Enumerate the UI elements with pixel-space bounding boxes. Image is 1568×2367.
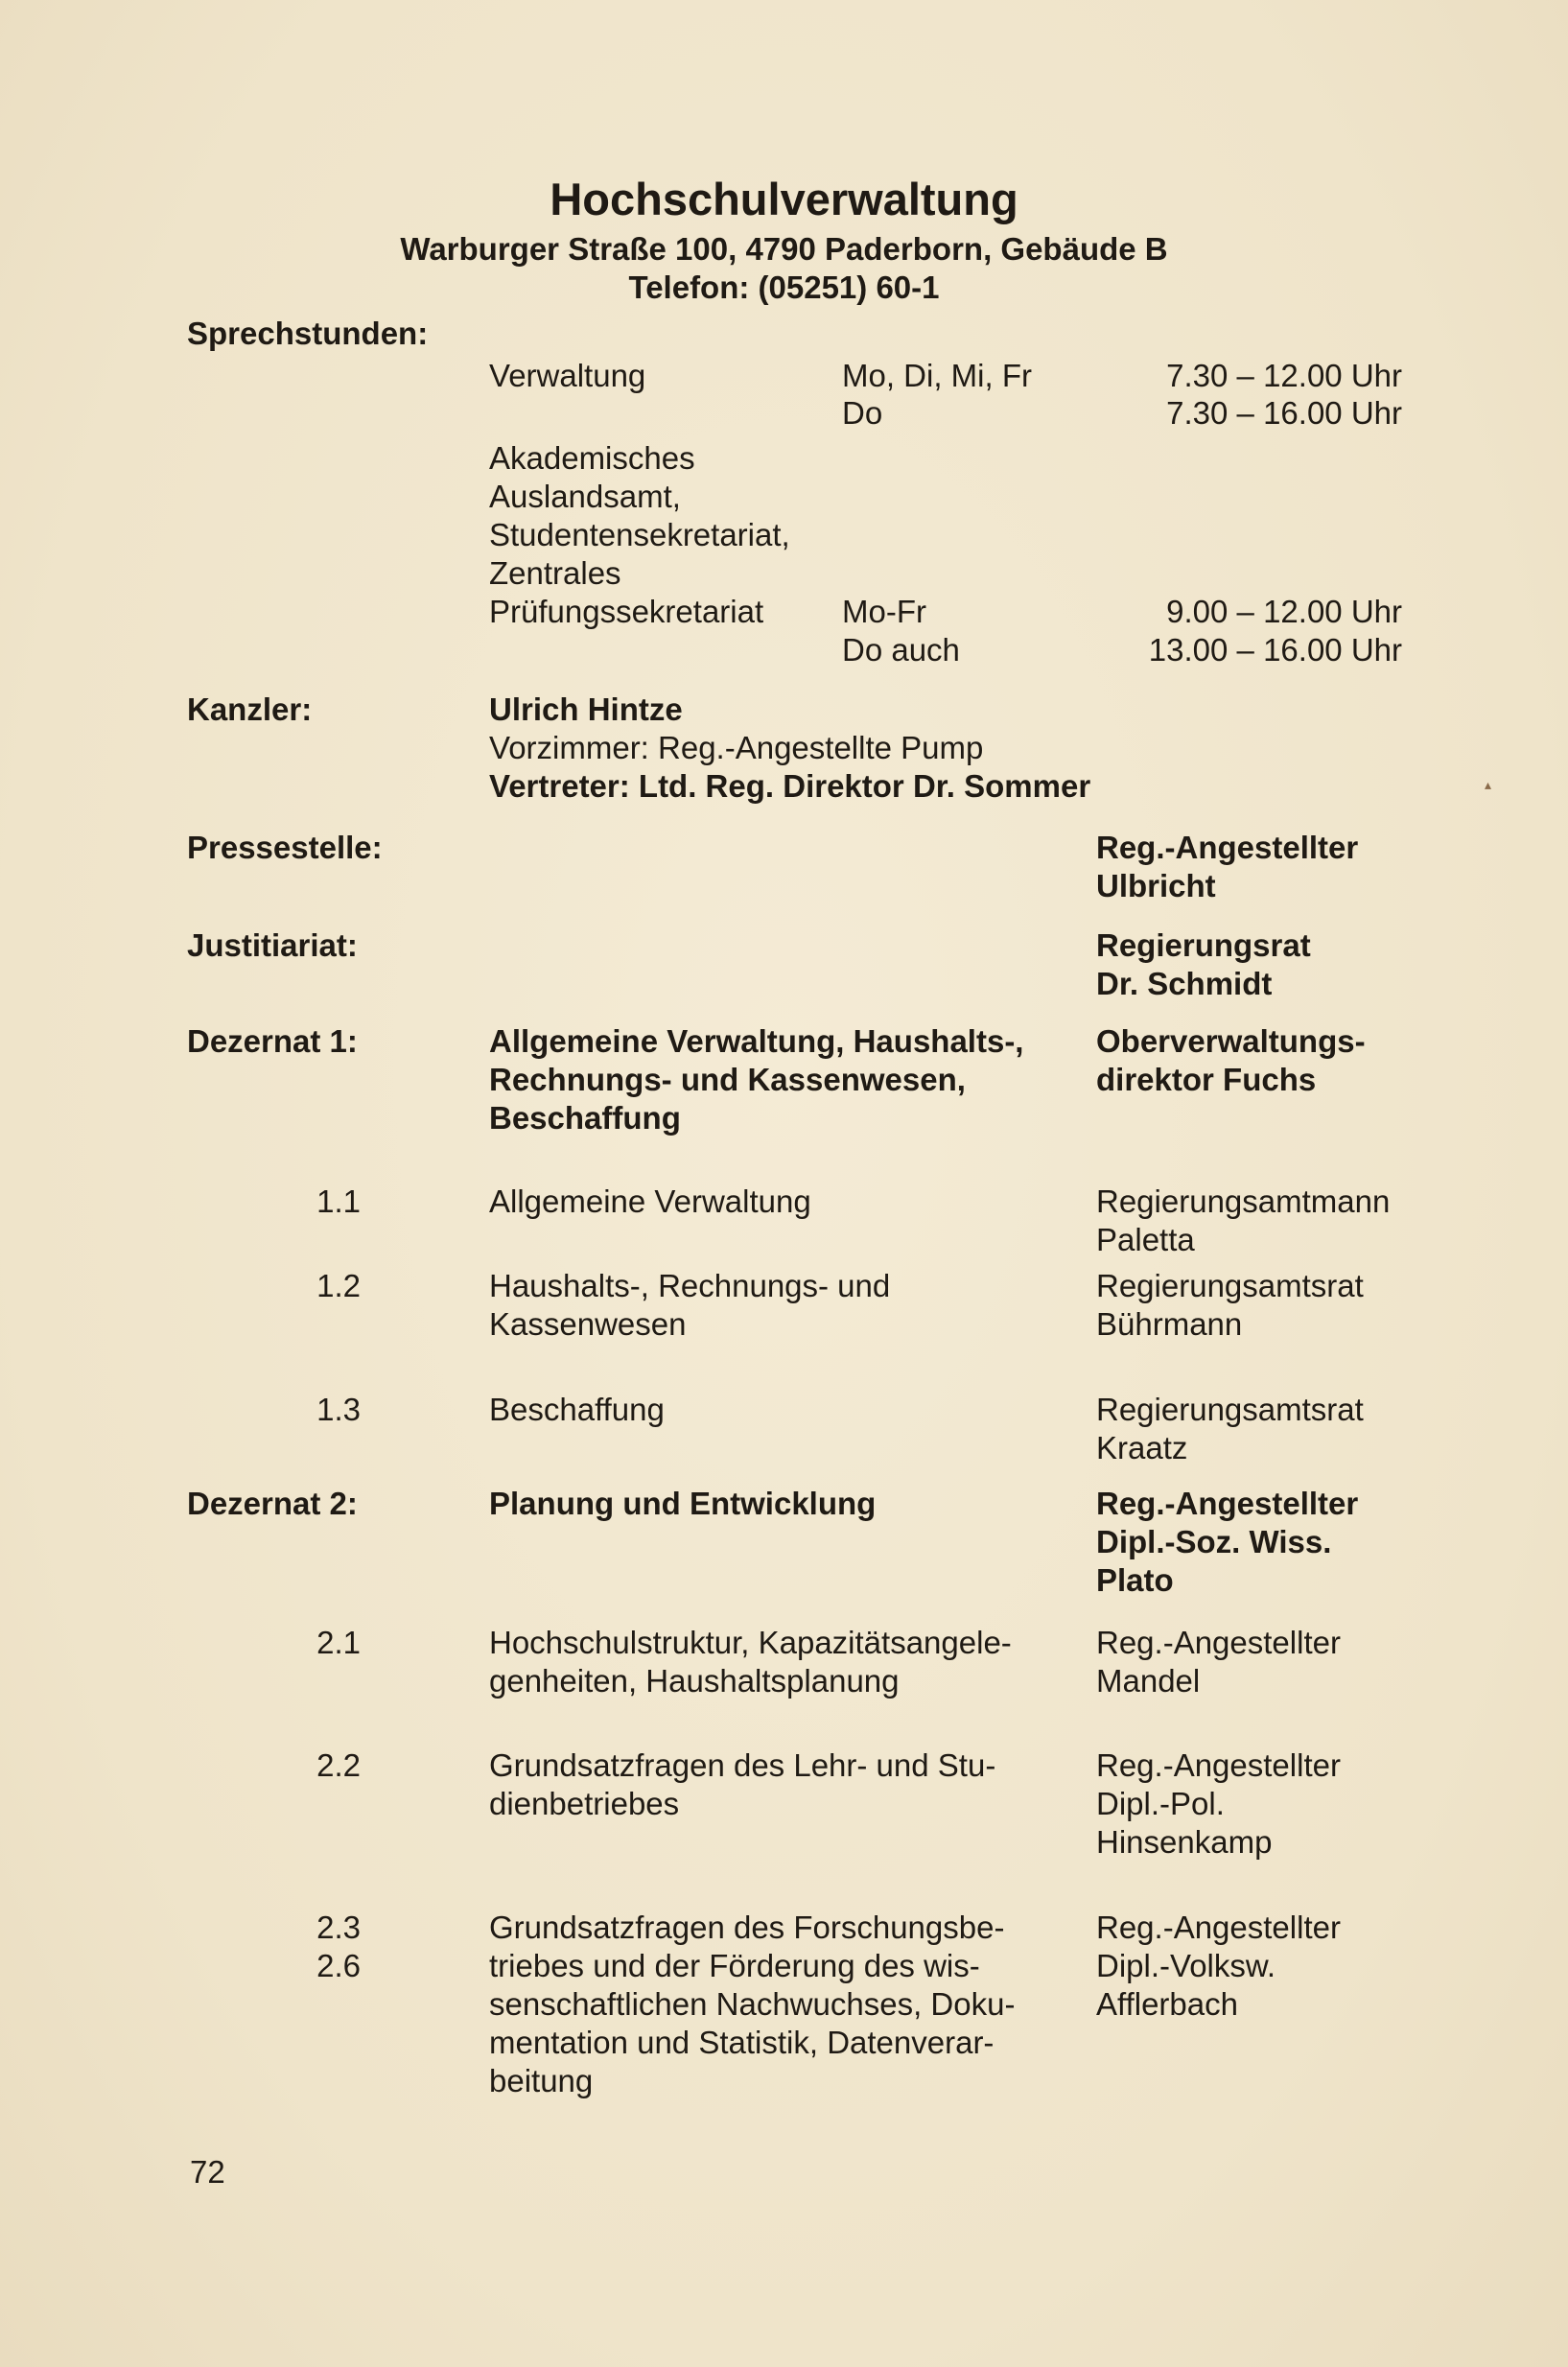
dezernat1-person-2: direktor Fuchs [1096,1062,1317,1097]
sub-desc: mentation und Statistik, Datenverar- [489,2025,995,2060]
dezernat1-person-1: Oberverwaltungs- [1096,1023,1366,1059]
sub-desc: Hochschulstruktur, Kapazitätsangele- [489,1625,1012,1660]
akademisch-time-2: 13.00 – 16.00 Uhr [1148,632,1402,668]
verwaltung-days-1: Mo, Di, Mi, Fr [842,358,1032,393]
sub-person: Paletta [1096,1222,1195,1257]
verwaltung-name: Verwaltung [489,358,646,393]
sub-desc: beitung [489,2063,594,2098]
kanzler-vorzimmer: Vorzimmer: Reg.-Angestellte Pump [489,730,984,765]
sub-number: 2.2 [316,1747,361,1783]
verwaltung-time-2: 7.30 – 16.00 Uhr [1166,395,1402,431]
akademisch-line-3: Studentensekretariat, [489,517,790,552]
sub-number: 2.6 [316,1948,361,1983]
akademisch-days-2: Do auch [842,632,960,668]
sub-desc: senschaftlichen Nachwuchses, Doku- [489,1986,1016,2022]
sub-person: Reg.-Angestellter [1096,1625,1341,1660]
sub-desc: Grundsatzfragen des Lehr- und Stu- [489,1747,996,1783]
dezernat1-desc-2: Rechnungs- und Kassenwesen, [489,1062,966,1097]
dezernat1-desc-3: Beschaffung [489,1100,681,1136]
akademisch-days-1: Mo-Fr [842,594,926,629]
address: Warburger Straße 100, 4790 Paderborn, Gebäude B [400,231,1168,267]
dezernat2-person-1: Reg.-Angestellter [1096,1486,1359,1521]
sub-person: Hinsenkamp [1096,1824,1273,1860]
akademisch-line-1: Akademisches [489,440,695,476]
justitiariat-label: Justitiariat: [187,927,358,963]
sub-number: 2.1 [316,1625,361,1660]
sub-desc: genheiten, Haushaltsplanung [489,1663,900,1699]
verwaltung-time-1: 7.30 – 12.00 Uhr [1166,358,1402,393]
sub-number: 1.2 [316,1268,361,1303]
sub-person: Kraatz [1096,1430,1188,1465]
dezernat2-person-2: Dipl.-Soz. Wiss. [1096,1524,1332,1559]
sub-desc: Beschaffung [489,1392,665,1427]
sub-desc: dienbetriebes [489,1786,680,1821]
phone: Telefon: (05251) 60-1 [628,270,940,305]
sub-person: Reg.-Angestellter [1096,1910,1341,1945]
sub-person: Regierungsamtsrat [1096,1268,1364,1303]
sprechstunden-label: Sprechstunden: [187,316,429,351]
pressestelle-label: Pressestelle: [187,830,383,865]
akademisch-line-2: Auslandsamt, [489,479,681,514]
kanzler-vertreter: Vertreter: Ltd. Reg. Direktor Dr. Sommer [489,768,1091,804]
dezernat2-desc: Planung und Entwicklung [489,1486,877,1521]
sub-person: Dipl.-Pol. [1096,1786,1225,1821]
verwaltung-days-2: Do [842,395,883,431]
paper-speck: ▴ [1485,777,1492,792]
pressestelle-person-1: Reg.-Angestellter [1096,830,1359,865]
page-title: Hochschulverwaltung [550,174,1018,224]
dezernat1-desc-1: Allgemeine Verwaltung, Haushalts-, [489,1023,1024,1059]
sub-desc: Kassenwesen [489,1306,687,1342]
justitiariat-person-1: Regierungsrat [1096,927,1311,963]
dezernat2-person-3: Plato [1096,1562,1174,1598]
sub-person: Bührmann [1096,1306,1243,1342]
akademisch-line-5: Prüfungssekretariat [489,594,764,629]
justitiariat-person-2: Dr. Schmidt [1096,966,1273,1001]
sub-person: Regierungsamtmann [1096,1184,1391,1219]
akademisch-line-4: Zentrales [489,555,621,591]
sub-desc: triebes und der Förderung des wis- [489,1948,980,1983]
dezernat1-label: Dezernat 1: [187,1023,358,1059]
sub-person: Afflerbach [1096,1986,1238,2022]
sub-desc: Allgemeine Verwaltung [489,1184,811,1219]
page-number: 72 [190,2154,225,2190]
dezernat2-label: Dezernat 2: [187,1486,358,1521]
sub-number: 1.1 [316,1184,361,1219]
sub-number: 2.3 [316,1910,361,1945]
sub-person: Dipl.-Volksw. [1096,1948,1276,1983]
sub-number: 1.3 [316,1392,361,1427]
sub-desc: Haushalts-, Rechnungs- und [489,1268,891,1303]
sub-person: Mandel [1096,1663,1201,1699]
kanzler-label: Kanzler: [187,691,313,727]
kanzler-name: Ulrich Hintze [489,691,683,727]
sub-person: Reg.-Angestellter [1096,1747,1341,1783]
sub-desc: Grundsatzfragen des Forschungsbe- [489,1910,1005,1945]
pressestelle-person-2: Ulbricht [1096,868,1216,903]
akademisch-time-1: 9.00 – 12.00 Uhr [1166,594,1402,629]
sub-person: Regierungsamtsrat [1096,1392,1364,1427]
